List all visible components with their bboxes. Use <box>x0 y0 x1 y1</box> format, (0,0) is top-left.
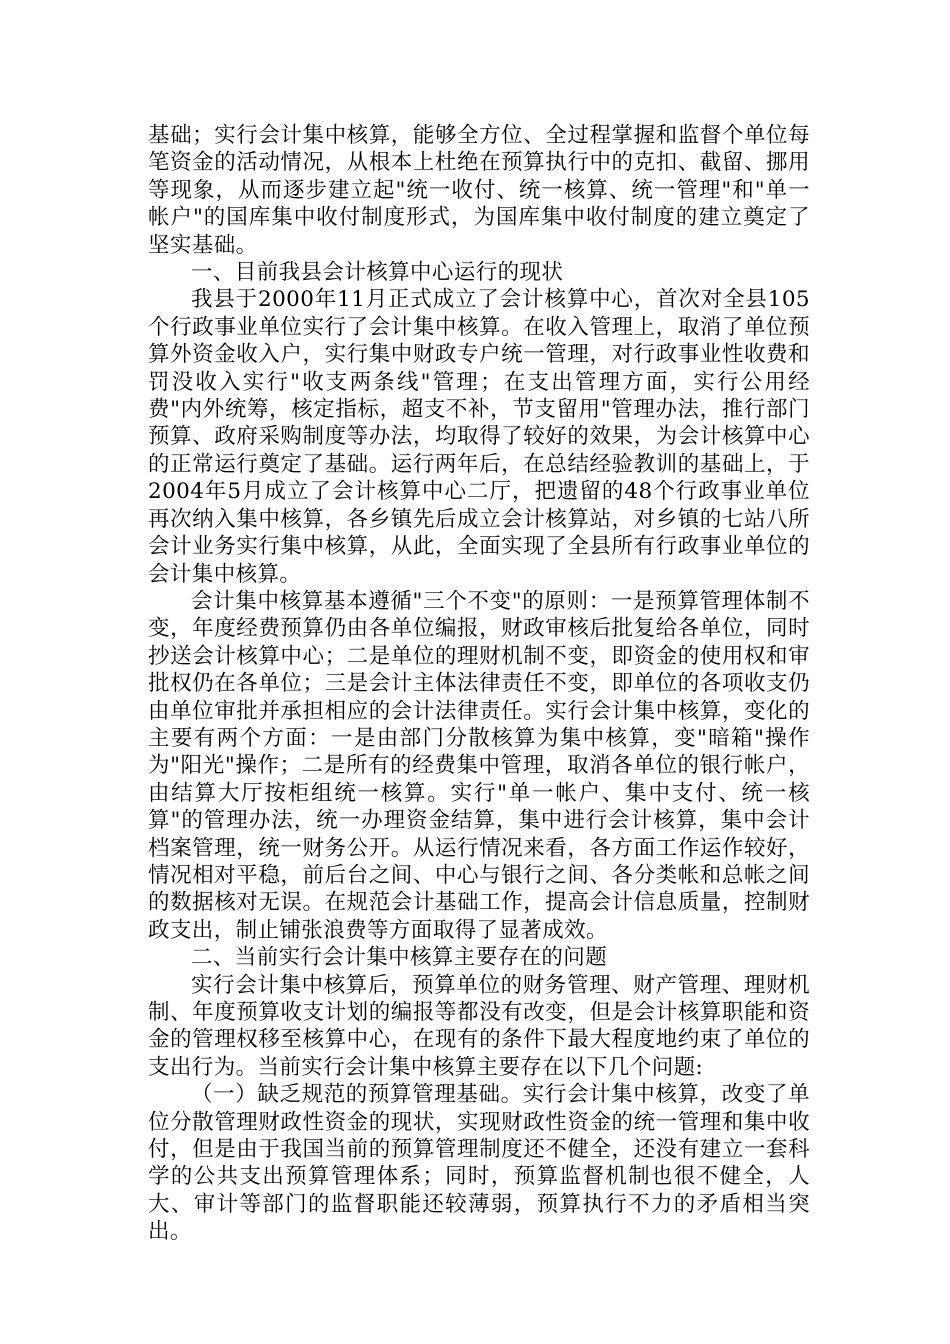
paragraph-problems-intro: 实行会计集中核算后，预算单位的财务管理、财产管理、理财机制、年度预算收支计划的编报等都没有改变，但是会计核算职能和资金的管理权移至核算中心，在现有的条件下最大程度地约束了单位的支出行为。当前实行会计集中核算主要存在以下几个问题: <box>148 972 810 1080</box>
paragraph-status-overview: 我县于2000年11月正式成立了会计核算中心，首次对全县105个行政事业单位实行了会计集中核算。在收入管理上，取消了单位预算外资金收入户，实行集中财政专户统一管理，对行政事业性收费和罚没收入实行"收支两条线"管理；在支出管理方面，实行公用经费"内外统筹，核定指标，超支不补，节支留用"管理办法，推行部门预算、政府采购制度等办法，均取得了较好的效果，为会计核算中心的正常运行奠定了基础。运行两年后，在总结经验教训的基础上，于2004年5月成立了会计核算中心二厅，把遗留的48个行政事业单位再次纳入集中核算，各乡镇先后成立会计核算站，对乡镇的七站八所会计业务实行集中核算，从此，全面实现了全县所有行政事业单位的会计集中核算。 <box>148 287 810 587</box>
document-body <box>148 122 810 1246</box>
paragraph-three-unchanged: 会计集中核算基本遵循"三个不变"的原则：一是预算管理体制不变，年度经费预算仍由各单位编报，财政审核后批复给各单位，同时抄送会计核算中心；二是单位的理财机制不变，即资金的使用权和审批权仍在各单位；三是会计主体法律责任不变，即单位的各项收支仍由单位审批并承担相应的会计法律责任。实行会计集中核算，变化的主要有两个方面：一是由部门分散核算为集中核算，变"暗箱"操作为"阳光"操作；二是所有的经费集中管理，取消各单位的银行帐户，由结算大厅按柜组统一核算。实行"单一帐户、集中支付、统一核算"的管理办法，统一办理资金结算，集中进行会计核算，集中会计档案管理，统一财务公开。从运行情况来看，各方面工作运作较好，情况相对平稳，前后台之间、中心与银行之间、各分类帐和总帐之间的数据核对无误。在规范会计基础工作，提高会计信息质量，控制财政支出，制止铺张浪费等方面取得了显著成效。 <box>148 588 810 943</box>
section-heading-2: 二、当前实行会计集中核算主要存在的问题 <box>191 945 608 971</box>
paragraph-problem-1: （一）缺乏规范的预算管理基础。实行会计集中核算，改变了单位分散管理财政性资金的现状，实现财政性资金的统一管理和集中收付，但是由于我国当前的预算管理制度还不健全，还没有建立一套科学的公共支出预算管理体系；同时，预算监督机制也很不健全，人大、审计等部门的监督职能还较薄弱，预算执行不力的矛盾相当突出。 <box>148 1082 810 1245</box>
section-heading-1: 一、目前我县会计核算中心运行的现状 <box>191 260 564 286</box>
paragraph-intro: 基础；实行会计集中核算，能够全方位、全过程掌握和监督个单位每笔资金的活动情况，从根本上杜绝在预算执行中的克扣、截留、挪用等现象，从而逐步建立起"统一收付、统一核算、统一管理"和"单一帐户"的国库集中收付制度形式，为国库集中收付制度的建立奠定了坚实基础。 <box>148 123 810 258</box>
